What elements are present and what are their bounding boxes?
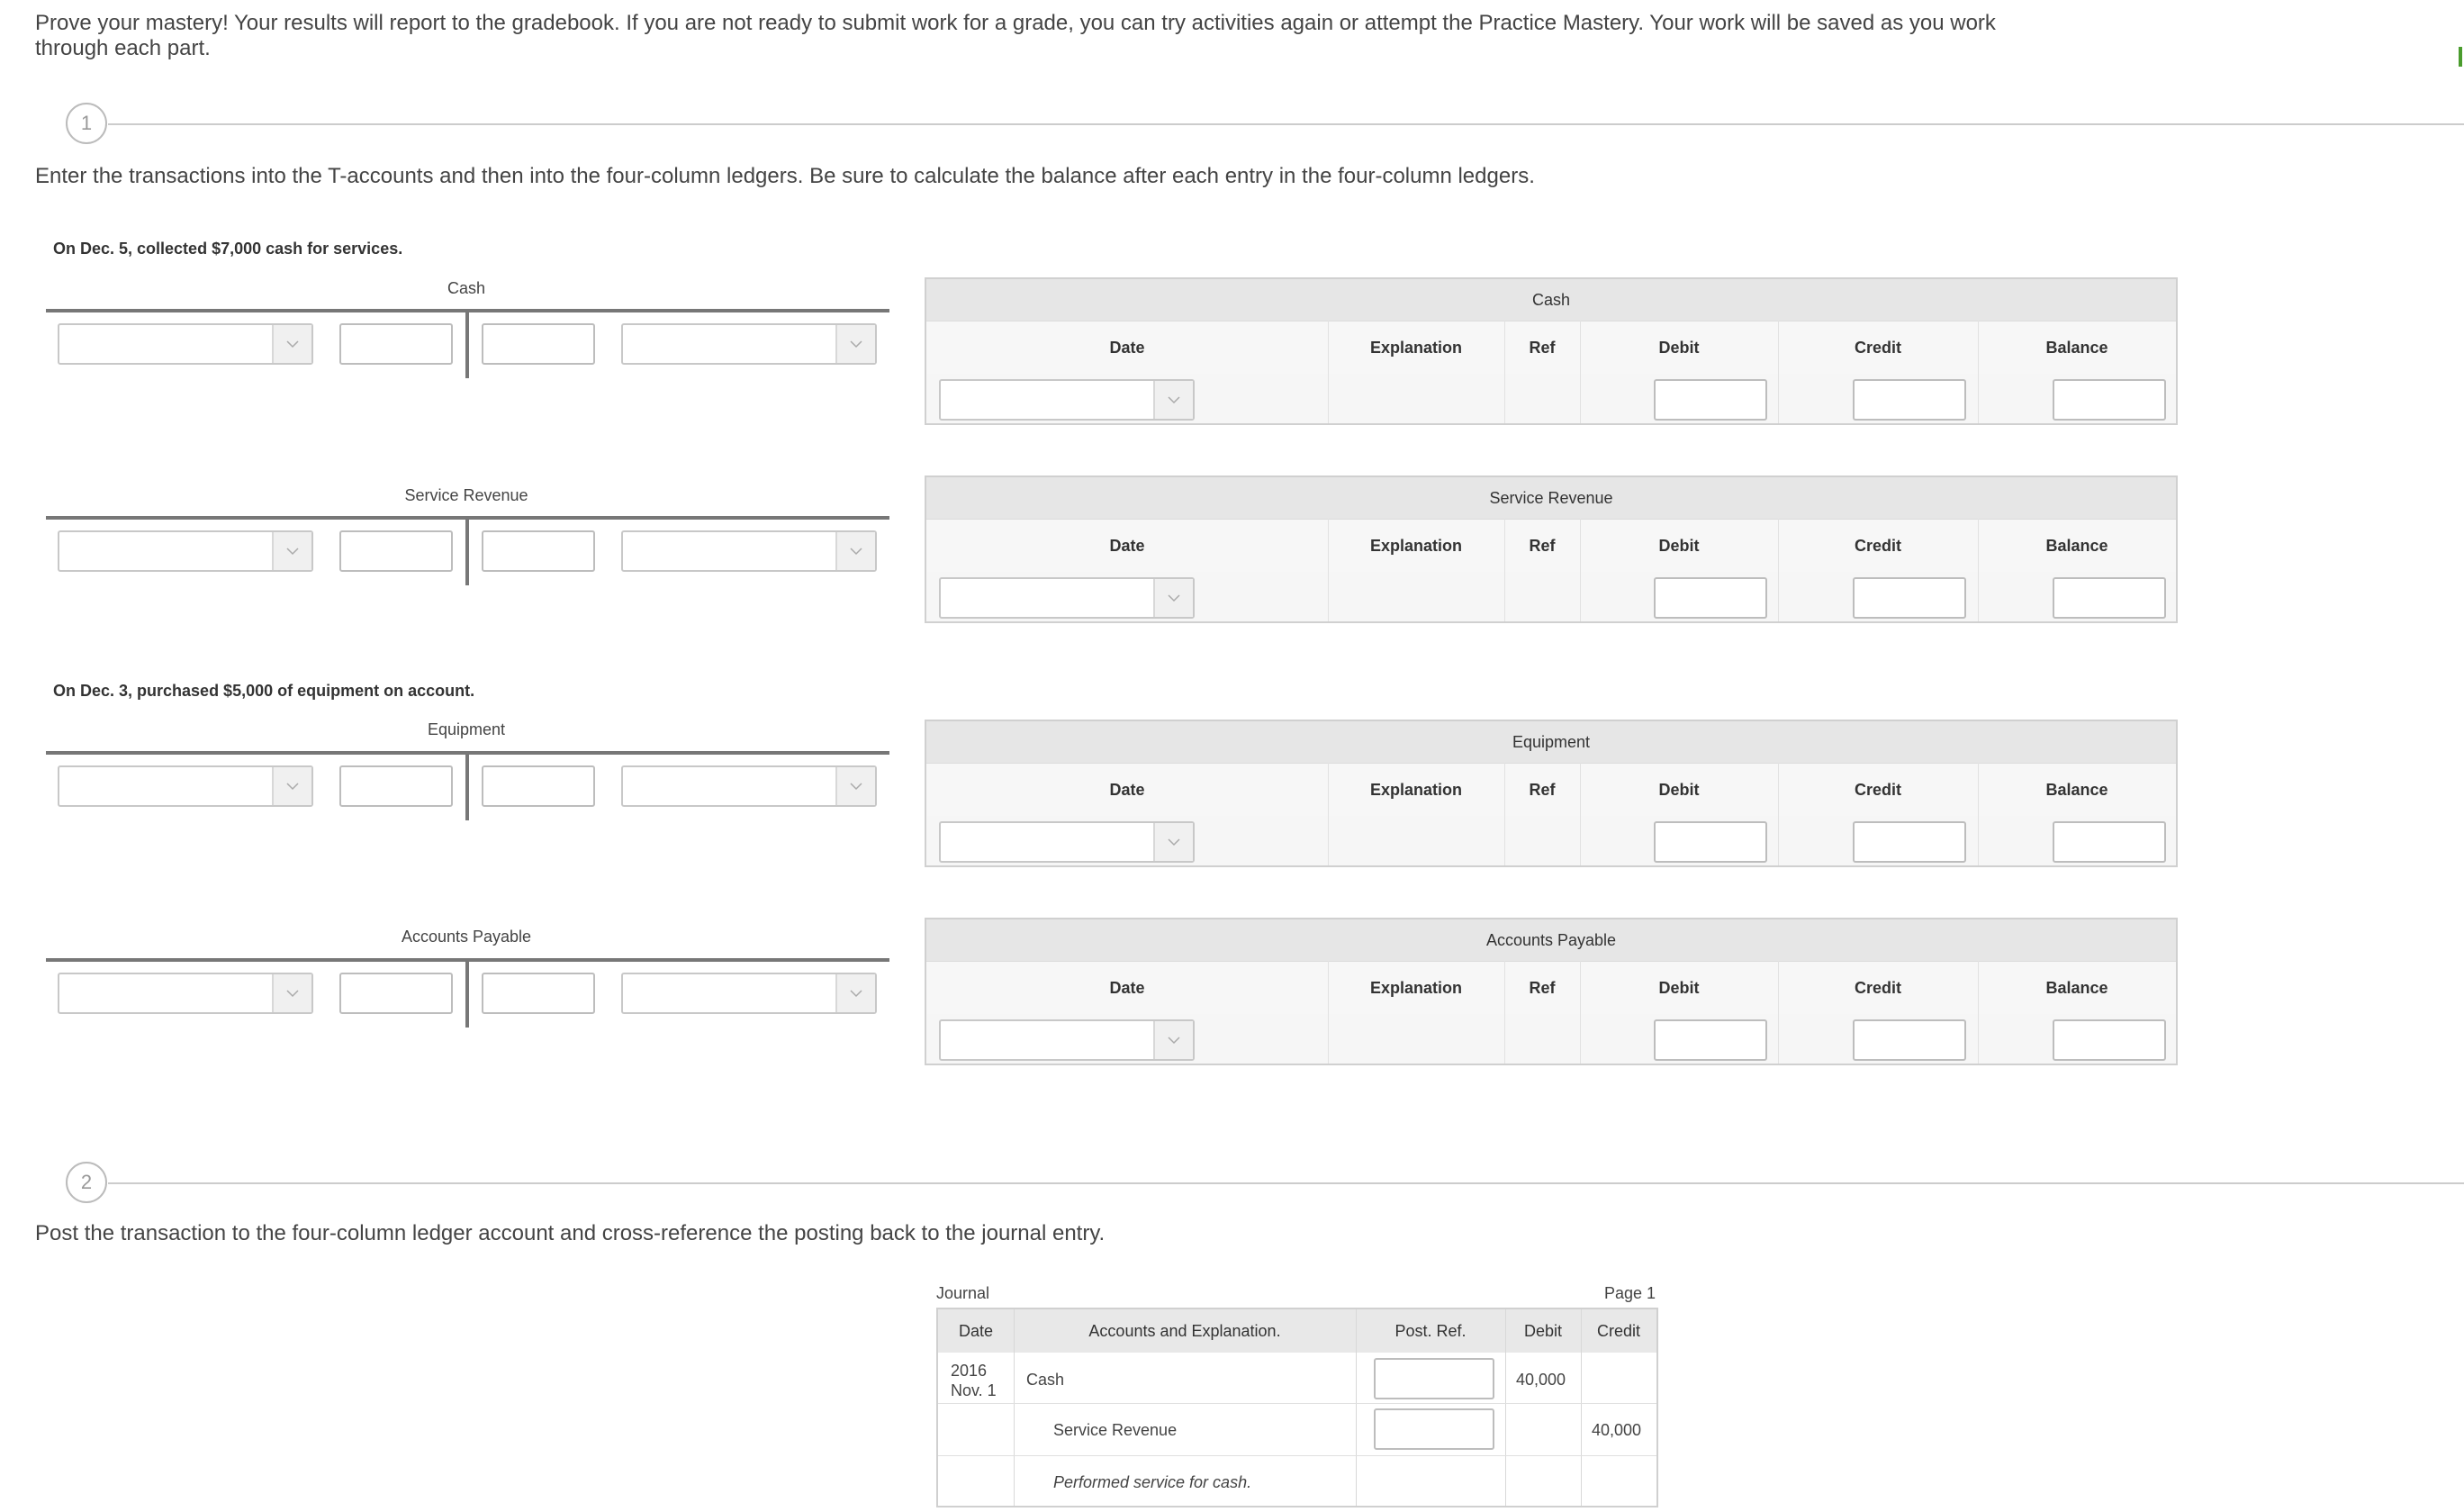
debit-amount-input[interactable] (339, 530, 453, 572)
ledger-title: Cash (926, 279, 2176, 321)
ledger-title: Equipment (926, 721, 2176, 763)
credit-account-dropdown[interactable] (621, 765, 877, 807)
journal-credit-amount: 40,000 (1592, 1421, 1642, 1439)
debit-input[interactable] (1654, 577, 1767, 619)
column-debit: Debit (1658, 339, 1700, 357)
column-debit: Debit (1658, 537, 1700, 555)
transaction-2-label: On Dec. 3, purchased $5,000 of equipment on account. (53, 682, 475, 700)
transaction-1-label: On Dec. 5, collected $7,000 cash for services. (53, 240, 403, 258)
step-2-divider (108, 1182, 2464, 1184)
column-credit: Credit (1854, 537, 1901, 555)
edge-indicator (2459, 47, 2462, 67)
chevron-down-icon (835, 767, 875, 805)
journal-table (936, 1308, 1658, 1507)
chevron-down-icon (1153, 1021, 1193, 1059)
column-debit: Debit (1523, 1322, 1563, 1340)
date-dropdown[interactable] (939, 577, 1195, 619)
post-ref-input[interactable] (1374, 1408, 1494, 1450)
ledger-entry-row (926, 572, 2176, 621)
debit-amount-input[interactable] (339, 973, 453, 1014)
t-account-center-rule (465, 751, 469, 820)
column-balance: Balance (2045, 781, 2108, 799)
debit-account-dropdown[interactable] (58, 530, 313, 572)
ledger-entry-row (926, 1014, 2176, 1064)
column-explanation: Explanation (1369, 339, 1462, 357)
credit-input[interactable] (1853, 1019, 1966, 1061)
ledger-header-row (926, 519, 2176, 573)
chevron-down-icon (272, 767, 311, 805)
credit-amount-input[interactable] (482, 973, 595, 1014)
column-explanation: Explanation (1369, 781, 1462, 799)
column-date: Date (1109, 979, 1145, 997)
column-divider (1328, 519, 1329, 621)
debit-input[interactable] (1654, 379, 1767, 421)
date-dropdown[interactable] (939, 379, 1195, 421)
column-divider (1778, 519, 1779, 621)
step-1-instruction: Enter the transactions into the T-accounts and then into the four-column ledgers. Be sure to calculate the balance after each entry in the four-column ledgers. (35, 164, 1535, 188)
column-divider (1978, 519, 1979, 621)
step-1-divider (108, 123, 2464, 125)
column-credit: Credit (1854, 781, 1901, 799)
row-divider (938, 1403, 1656, 1404)
credit-amount-input[interactable] (482, 323, 595, 365)
ledger-header-row (926, 321, 2176, 375)
column-divider (1778, 321, 1779, 423)
column-divider (1580, 519, 1581, 621)
credit-account-dropdown[interactable] (621, 530, 877, 572)
t-account-center-rule (465, 958, 469, 1028)
column-divider (1014, 1309, 1015, 1506)
column-credit: Credit (1596, 1322, 1640, 1340)
journal-account-credit: Service Revenue (1053, 1421, 1178, 1439)
row-divider (938, 1455, 1656, 1456)
chevron-down-icon (1153, 381, 1193, 419)
column-divider (1581, 1309, 1582, 1506)
chevron-down-icon (272, 974, 311, 1012)
column-divider (1978, 763, 1979, 865)
chevron-down-icon (272, 325, 311, 363)
t-account-title: Service Revenue (404, 486, 528, 504)
ledger-title: Service Revenue (926, 477, 2176, 519)
balance-input[interactable] (2053, 821, 2166, 863)
t-account-center-rule (465, 309, 469, 378)
column-divider (1580, 321, 1581, 423)
credit-amount-input[interactable] (482, 765, 595, 807)
balance-input[interactable] (2053, 577, 2166, 619)
column-divider (1328, 961, 1329, 1064)
chevron-down-icon (835, 532, 875, 570)
ledger-cash (925, 277, 2178, 425)
ledger-header-row (926, 763, 2176, 817)
journal-header-row (938, 1309, 1656, 1353)
column-date: Date (1109, 537, 1145, 555)
balance-input[interactable] (2053, 379, 2166, 421)
t-account-title: Cash (447, 279, 486, 297)
post-ref-input[interactable] (1374, 1358, 1494, 1399)
journal-date-day: Nov. 1 (951, 1381, 997, 1399)
column-post-ref: Post. Ref. (1394, 1322, 1467, 1340)
column-ref: Ref (1529, 537, 1556, 555)
column-date: Date (1109, 781, 1145, 799)
t-account-title: Equipment (427, 720, 506, 738)
chevron-down-icon (1153, 579, 1193, 617)
column-divider (1580, 961, 1581, 1064)
chevron-down-icon (835, 325, 875, 363)
column-balance: Balance (2045, 537, 2108, 555)
credit-input[interactable] (1853, 821, 1966, 863)
debit-amount-input[interactable] (339, 765, 453, 807)
credit-account-dropdown[interactable] (621, 973, 877, 1014)
column-divider (1778, 961, 1779, 1064)
t-account-title: Accounts Payable (401, 928, 532, 946)
column-accounts: Accounts and Explanation. (1088, 1322, 1281, 1340)
t-account-center-rule (465, 516, 469, 585)
step-1-badge: 1 (66, 103, 107, 144)
ledger-service-revenue (925, 475, 2178, 623)
chevron-down-icon (272, 532, 311, 570)
balance-input[interactable] (2053, 1019, 2166, 1061)
column-date: Date (958, 1322, 994, 1340)
ledger-title: Accounts Payable (926, 919, 2176, 961)
column-divider (1978, 321, 1979, 423)
journal-page-number: Page 1 (1604, 1284, 1656, 1302)
credit-input[interactable] (1853, 577, 1966, 619)
debit-amount-input[interactable] (339, 323, 453, 365)
journal-date-year: 2016 (951, 1362, 988, 1380)
ledger-equipment (925, 720, 2178, 867)
column-explanation: Explanation (1369, 979, 1462, 997)
ledger-header-row (926, 961, 2176, 1015)
column-divider (1505, 1309, 1506, 1506)
journal-title: Journal (936, 1284, 990, 1302)
date-dropdown[interactable] (939, 821, 1195, 863)
credit-input[interactable] (1853, 379, 1966, 421)
ledger-entry-row (926, 374, 2176, 423)
column-divider (1504, 321, 1505, 423)
column-divider (1504, 763, 1505, 865)
debit-input[interactable] (1654, 821, 1767, 863)
chevron-down-icon (1153, 823, 1193, 861)
debit-account-dropdown[interactable] (58, 765, 313, 807)
column-ref: Ref (1529, 781, 1556, 799)
column-credit: Credit (1854, 339, 1901, 357)
column-explanation: Explanation (1369, 537, 1462, 555)
ledger-entry-row (926, 816, 2176, 865)
column-date: Date (1109, 339, 1145, 357)
column-credit: Credit (1854, 979, 1901, 997)
chevron-down-icon (835, 974, 875, 1012)
ledger-accounts-payable (925, 918, 2178, 1065)
debit-input[interactable] (1654, 1019, 1767, 1061)
journal-explanation: Performed service for cash. (1053, 1473, 1252, 1491)
column-ref: Ref (1529, 979, 1556, 997)
journal-debit-amount: 40,000 (1516, 1371, 1566, 1389)
column-balance: Balance (2045, 979, 2108, 997)
column-divider (1328, 321, 1329, 423)
column-divider (1504, 961, 1505, 1064)
column-divider (1356, 1309, 1357, 1506)
journal-account-debit: Cash (1026, 1371, 1065, 1389)
date-dropdown[interactable] (939, 1019, 1195, 1061)
column-divider (1580, 763, 1581, 865)
column-divider (1778, 763, 1779, 865)
debit-account-dropdown[interactable] (58, 973, 313, 1014)
intro-text: Prove your mastery! Your results will report to the gradebook. If you are not ready to submit work for a grade, you can try activities again or attempt the Practice Mastery. Your work will be saved as you work through each part. (35, 11, 1996, 60)
step-2-instruction: Post the transaction to the four-column ledger account and cross-reference the posting back to the journal entry. (35, 1221, 1106, 1245)
column-debit: Debit (1658, 781, 1700, 799)
debit-account-dropdown[interactable] (58, 323, 313, 365)
column-divider (1328, 763, 1329, 865)
step-2-badge: 2 (66, 1162, 107, 1203)
column-balance: Balance (2045, 339, 2108, 357)
column-ref: Ref (1529, 339, 1556, 357)
credit-amount-input[interactable] (482, 530, 595, 572)
column-debit: Debit (1658, 979, 1700, 997)
column-divider (1978, 961, 1979, 1064)
credit-account-dropdown[interactable] (621, 323, 877, 365)
column-divider (1504, 519, 1505, 621)
